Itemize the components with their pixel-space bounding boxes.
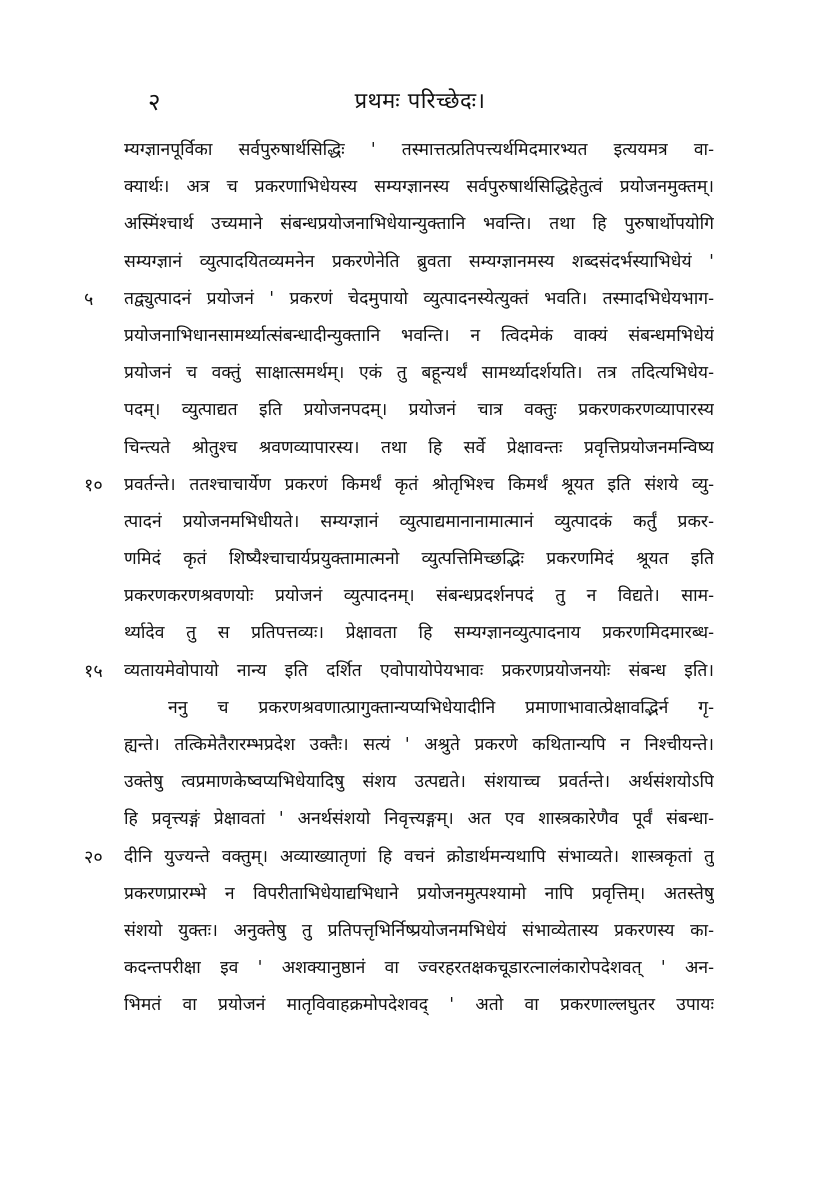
text-line — [0, 950, 840, 987]
line-number: ५ — [84, 288, 94, 310]
line-text: दीनि युज्यन्ते वक्तुम्। अव्याख्यातृणां हि वचनं क्रोडार्थमन्यथापि संभाव्यते। शास्त्रकृतां तु — [124, 846, 714, 867]
text-line — [0, 541, 840, 578]
text-line — [0, 467, 840, 504]
text-line — [0, 913, 840, 950]
line-text: प्रकरणकरणश्रवणयोः प्रयोजनं व्युत्पादनम्। संबन्धप्रदर्शनपदं तु न विद्यते। साम- — [124, 586, 714, 607]
body-text — [0, 132, 840, 1025]
text-line — [0, 578, 840, 615]
page-number: २ — [148, 88, 161, 116]
running-head: प्रथमः परिच्छेदः। — [354, 89, 486, 114]
text-line — [0, 355, 840, 392]
line-text: पदम्। व्युत्पाद्यत इति प्रयोजनपदम्। प्रयोजनं चात्र वक्तुः प्रकरणकरणव्यापारस्य — [124, 400, 714, 421]
text-line — [0, 206, 840, 243]
line-text: भिमतं वा प्रयोजनं मातृविवाहक्रमोपदेशवद् ' अतो वा प्रकरणाल्लघुतर उपायः — [124, 995, 714, 1016]
line-text: उक्तेषु त्वप्रमाणकेष्वप्यभिधेयादिषु संशय उत्पद्यते। संशयाच्च प्रवर्तन्ते। अर्थसंशयोऽपि — [124, 772, 714, 793]
text-line — [0, 281, 840, 318]
text-line — [0, 764, 840, 801]
line-text: अस्मिंश्चार्थ उच्यमाने संबन्धप्रयोजनाभिधेयान्युक्तानि भवन्ति। तथा हि पुरुषार्थोपयोगि — [124, 214, 714, 235]
line-number: १० — [84, 474, 103, 496]
line-text: कदन्तपरीक्षा इव ' अशक्यानुष्ठानं वा ज्वरहरतक्षकचूडारत्नालंकारोपदेशवत् ' अन- — [124, 958, 714, 979]
line-text: सम्यग्ज्ञानं व्युत्पादयितव्यमनेन प्रकरणेनेति ब्रुवता सम्यग्ज्ञानमस्य शब्दसंदर्भस्याभिधेयं ' — [124, 251, 714, 272]
text-line — [0, 876, 840, 913]
line-text: त्पादनं प्रयोजनमभिधीयते। सम्यग्ज्ञानं व्युत्पाद्यमानानामात्मानं व्युत्पादकं कर्तुं प्रकर- — [124, 511, 714, 532]
line-text: चिन्त्यते श्रोतुश्च श्रवणव्यापारस्य। तथा हि सर्वे प्रेक्षावन्तः प्रवृत्तिप्रयोजनमन्विष्य — [124, 437, 714, 458]
text-line — [0, 987, 840, 1024]
line-text: णमिदं कृतं शिष्यैश्चाचार्यप्रयुक्तामात्मनो व्युत्पत्तिमिच्छद्भिः प्रकरणमिदं श्रूयत इति — [124, 549, 714, 570]
text-line — [0, 839, 840, 876]
line-text: म्यग्ज्ञानपूर्विका सर्वपुरुषार्थसिद्धिः ' तस्मात्तत्प्रतिपत्त्यर्थमिदमारभ्यत इत्ययमत्र वा- — [124, 140, 714, 160]
line-number: १५ — [84, 660, 103, 682]
line-text: प्रकरणप्रारम्भे न विपरीताभिधेयाद्यभिधाने प्रयोजनमुत्पश्यामो नापि प्रवृत्तिम्। अतस्तेषु — [124, 883, 714, 904]
line-text: हि प्रवृत्त्यङ्गं प्रेक्षावतां ' अनर्थसंशयो निवृत्त्यङ्गम्। अत एव शास्त्रकारेणैव पूर्वं संबन्धा- — [124, 809, 714, 830]
text-line — [0, 801, 840, 838]
text-line — [0, 653, 840, 690]
line-text: क्यार्थः। अत्र च प्रकरणाभिधेयस्य सम्यग्ज्ञानस्य सर्वपुरुषार्थसिद्धिहेतुत्वं प्रयोजनमुक्तम्। — [124, 177, 714, 198]
text-line — [0, 690, 840, 727]
text-line — [0, 392, 840, 429]
text-line — [0, 430, 840, 467]
line-text: र्थ्यादेव तु स प्रतिपत्तव्यः। प्रेक्षावता हि सम्यग्ज्ञानव्युत्पादनाय प्रकरणमिदमारब्ध- — [124, 623, 714, 644]
line-text: संशयो युक्तः। अनुक्तेषु तु प्रतिपत्तृभिर्निष्प्रयोजनमभिधेयं संभाव्येतास्य प्रकरणस्य का- — [124, 920, 714, 941]
text-line — [0, 727, 840, 764]
text-line — [0, 169, 840, 206]
text-line — [0, 318, 840, 355]
page-header — [0, 82, 840, 122]
line-text: प्रवर्तन्ते। ततश्चाचार्येण प्रकरणं किमर्थं कृतं श्रोतृभिश्च किमर्थं श्रूयत इति संशये व्यु- — [124, 474, 714, 495]
line-text: ननु च प्रकरणश्रवणात्प्रागुक्तान्यप्यभिधेयादीनि प्रमाणाभावात्प्रेक्षावद्भिर्न गृ- — [168, 697, 714, 718]
text-line — [0, 132, 840, 169]
line-text: तद्व्युत्पादनं प्रयोजनं ' प्रकरणं चेदमुपायो व्युत्पादनस्येत्युक्तं भवति। तस्मादभिधेयभाग- — [124, 288, 714, 309]
text-line — [0, 244, 840, 281]
line-text: ह्यन्ते। तत्किमेतैरारम्भप्रदेश उक्तैः। सत्यं ' अश्रुते प्रकरणे कथितान्यपि न निश्चीयन्ते। — [124, 735, 714, 755]
text-line — [0, 615, 840, 652]
line-text: प्रयोजनं च वक्तुं साक्षात्समर्थम्। एकं तु बहून्यर्थं सामर्थ्यादर्शयति। तत्र तदित्यभिधेय- — [124, 363, 714, 384]
text-line — [0, 504, 840, 541]
line-text: प्रयोजनाभिधानसामर्थ्यात्संबन्धादीन्युक्तानि भवन्ति। न त्विदमेकं वाक्यं संबन्धमभिधेयं — [124, 325, 714, 346]
line-number: २० — [84, 846, 103, 868]
line-text: व्यतायमेवोपायो नान्य इति दर्शित एवोपायोपेयभावः प्रकरणप्रयोजनयोः संबन्ध इति। — [124, 660, 714, 681]
